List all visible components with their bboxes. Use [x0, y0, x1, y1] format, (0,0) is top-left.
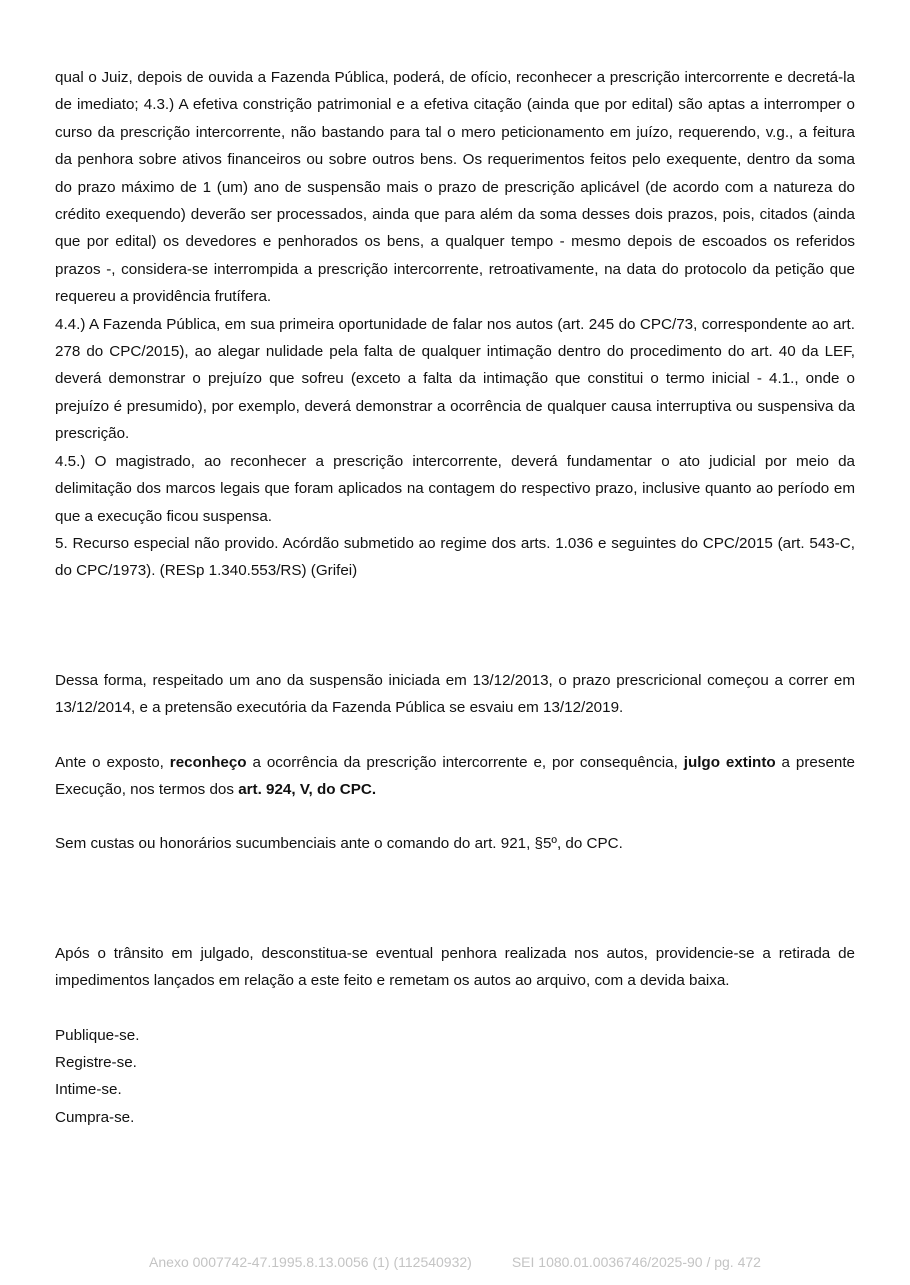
bold-julgo-extinto: julgo extinto — [683, 753, 776, 771]
closing-intime: Intime-se. — [55, 1081, 122, 1099]
quote-paragraph-4: 5. Recurso especial não provido. Acórdão submetido ao regime dos arts. 1.036 e seguintes do CPC/2015 (art. 543-C, do CPC/1973). (RESp 1.340.553/RS) (Grifei) — [55, 534, 855, 580]
spacer — [55, 858, 855, 940]
spacer — [55, 803, 855, 830]
footer-sei-page: SEI 1080.01.0036746/2025-90 / pg. 472 — [511, 1254, 761, 1270]
quote-paragraph-1: qual o Juiz, depois de ouvida a Fazenda Pública, poderá, de ofício, reconhecer a prescrição intercorrente e decretá-la de imediato; 4.3.) A efetiva constrição patrimonial e a efetiva citação (ainda que por edital) são aptas a interromper o curso da prescrição intercorrente, não bastando para tal o mero peticionamento em juízo, requerendo, v.g., a feitura da penhora sobre ativos financeiros ou sobre outros bens. Os requerimentos feitos pelo exequente, dentro da soma do prazo máximo de 1 (um) ano de suspensão mais o prazo de prescrição aplicável (de acordo com a natureza do crédito exequendo) deverão ser processados, ainda que para além da soma desses dois prazos, pois, citados (ainda que por edital) os devedores e penhorados os bens, a qualquer tempo - mesmo depois de escoados os referidos prazos -, considera-se interrompida a prescrição intercorrente, retroativamente, na data do protocolo da petição que requereu a providência frutífera. — [55, 69, 855, 306]
paragraph-dessa-forma: Dessa forma, respeitado um ano da suspensão iniciada em 13/12/2013, o prazo prescricional começou a correr em 13/12/2014, e a pretensão executória da Fazenda Pública se esvaiu em 13/12/2019. — [55, 671, 855, 717]
bold-art-924: art. 924, V, do CPC. — [238, 780, 377, 798]
closing-list — [55, 1022, 855, 1132]
closing-registre: Registre-se. — [55, 1053, 137, 1071]
paragraph-transito: Após o trânsito em julgado, desconstitua-se eventual penhora realizada nos autos, providencie-se a retirada de impedimentos lançados em relação a este feito e remetam os autos ao arquivo, com a devida baixa. — [55, 944, 855, 990]
spacer — [55, 995, 855, 1022]
quote-paragraph-2: 4.4.) A Fazenda Pública, em sua primeira oportunidade de falar nos autos (art. 245 do CPC/73, correspondente ao art. 278 do CPC/2015), ao alegar nulidade pela falta de qualquer intimação dentro do procedimento do art. 40 da LEF, deverá demonstrar o prejuízo que sofreu (exceto a falta da intimação que constitui o termo inicial - 4.1., onde o prejuízo é presumido), por exemplo, deverá demonstrar a ocorrência de qualquer causa interruptiva ou suspensiva da prescrição. — [55, 315, 855, 443]
text-run: a presente Execução, nos termos dos — [55, 753, 855, 798]
document-page — [55, 64, 855, 1131]
page-footer — [0, 1254, 910, 1270]
footer-annex-id: Anexo 0007742-47.1995.8.13.0056 (1) (112540932) — [149, 1254, 472, 1270]
bold-reconheco: reconheço — [169, 753, 247, 771]
text-run: Ante o exposto, — [55, 753, 170, 771]
spacer — [55, 585, 855, 667]
paragraph-ante-exposto — [55, 749, 855, 804]
spacer — [55, 722, 855, 749]
closing-publique: Publique-se. — [55, 1026, 140, 1044]
quote-paragraph-3: 4.5.) O magistrado, ao reconhecer a prescrição intercorrente, deverá fundamentar o ato judicial por meio da delimitação dos marcos legais que foram aplicados na contagem do respectivo prazo, inclusive quanto ao período em que a execução ficou suspensa. — [55, 452, 855, 525]
paragraph-custas: Sem custas ou honorários sucumbenciais ante o comando do art. 921, §5º, do CPC. — [55, 835, 623, 853]
text-run: a ocorrência da prescrição intercorrente e, por consequência, — [246, 753, 684, 771]
closing-cumpra: Cumpra-se. — [55, 1108, 135, 1126]
